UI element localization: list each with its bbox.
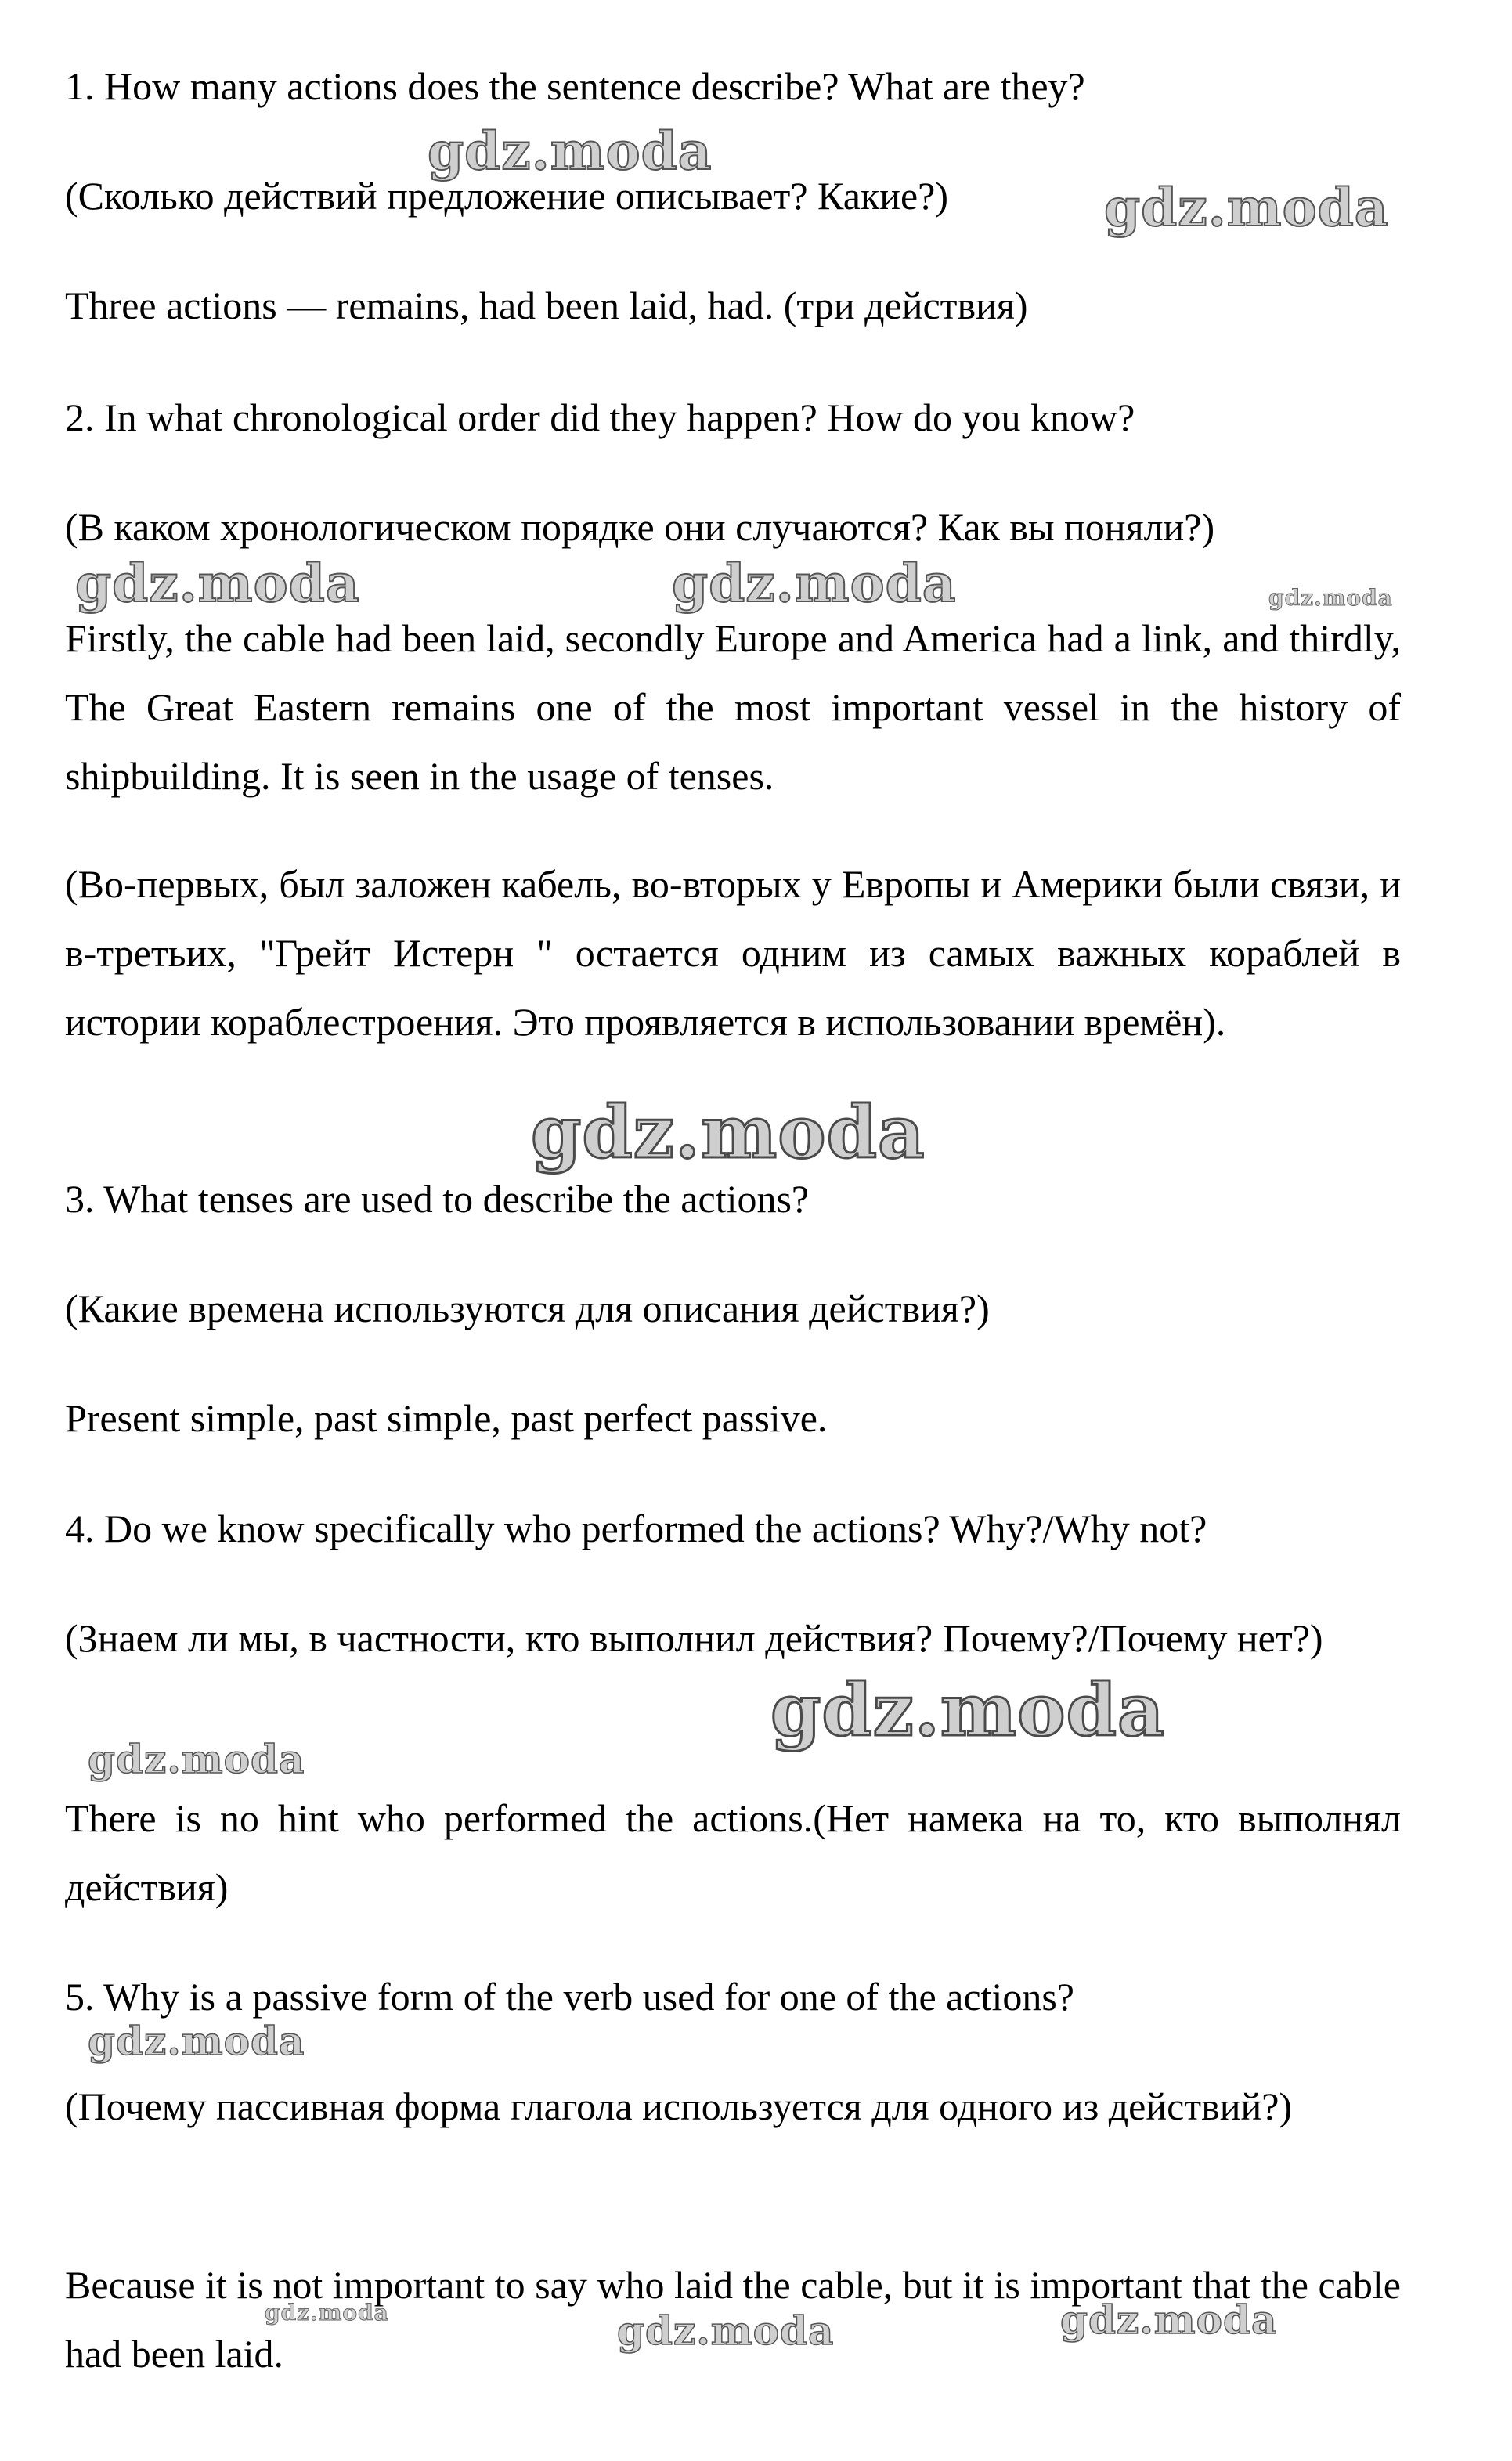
question-3-translation: (Какие времена используются для описания действия?) — [65, 1286, 990, 1330]
watermark: gdz.moda — [265, 2300, 389, 2326]
watermark: gdz.moda — [617, 2308, 835, 2354]
question-1-translation: (Сколько действий предложение описывает? Какие?) — [65, 174, 949, 218]
question-2: 2. In what chronological order did they happen? How do you know? — [65, 395, 1135, 439]
watermark: gdz.moda — [672, 553, 957, 614]
answer-1: Three actions — remains, had been laid, had. (три действия) — [65, 283, 1028, 327]
question-2-translation: (В каком хронологическом порядке они случаются? Как вы поняли?) — [65, 505, 1215, 549]
answer-3: Present simple, past simple, past perfect passive. — [65, 1396, 828, 1440]
question-5: 5. Why is a passive form of the verb used for one of the actions? — [65, 1975, 1074, 2019]
watermark: gdz.moda — [531, 1090, 926, 1175]
watermark: gdz.moda — [88, 2018, 305, 2064]
watermark: gdz.moda — [770, 1668, 1165, 1752]
answer-2: Firstly, the cable had been laid, secondly Europe and America had a link, and thirdly, The Great Eastern remains one of the most important vessel in the history of shipbuilding. It is seen in the usage of tenses. — [65, 616, 1401, 798]
question-4: 4. Do we know specifically who performed the actions? Why?/Why not? — [65, 1507, 1207, 1550]
watermark: gdz.moda — [428, 121, 713, 182]
answer-5: Because it is not important to say who laid the cable, but it is important that the cable had been laid. — [65, 2263, 1401, 2376]
question-4-translation: (Знаем ли мы, в частности, кто выполнил действия? Почему?/Почему нет?) — [65, 1616, 1323, 1660]
answer-2-translation: (Во-первых, был заложен кабель, во-вторых у Европы и Америки были связи, и в-третьих, "Грейт Истерн " остается одним из самых важных кораблей в истории кораблестроения. Это проявляется в использовании времён). — [65, 862, 1401, 1044]
answer-4: There is no hint who performed the actions.(Нет намека на то, кто выполнял действия) — [65, 1796, 1401, 1909]
watermark: gdz.moda — [1060, 2297, 1278, 2343]
watermark: gdz.moda — [1268, 585, 1393, 611]
question-1: 1. How many actions does the sentence describe? What are they? — [65, 64, 1085, 108]
watermark: gdz.moda — [75, 553, 360, 614]
watermark: gdz.moda — [1104, 177, 1389, 238]
question-3: 3. What tenses are used to describe the actions? — [65, 1177, 810, 1221]
question-5-translation: (Почему пассивная форма глагола используется для одного из действий?) — [65, 2084, 1293, 2128]
watermark: gdz.moda — [88, 1736, 305, 1782]
